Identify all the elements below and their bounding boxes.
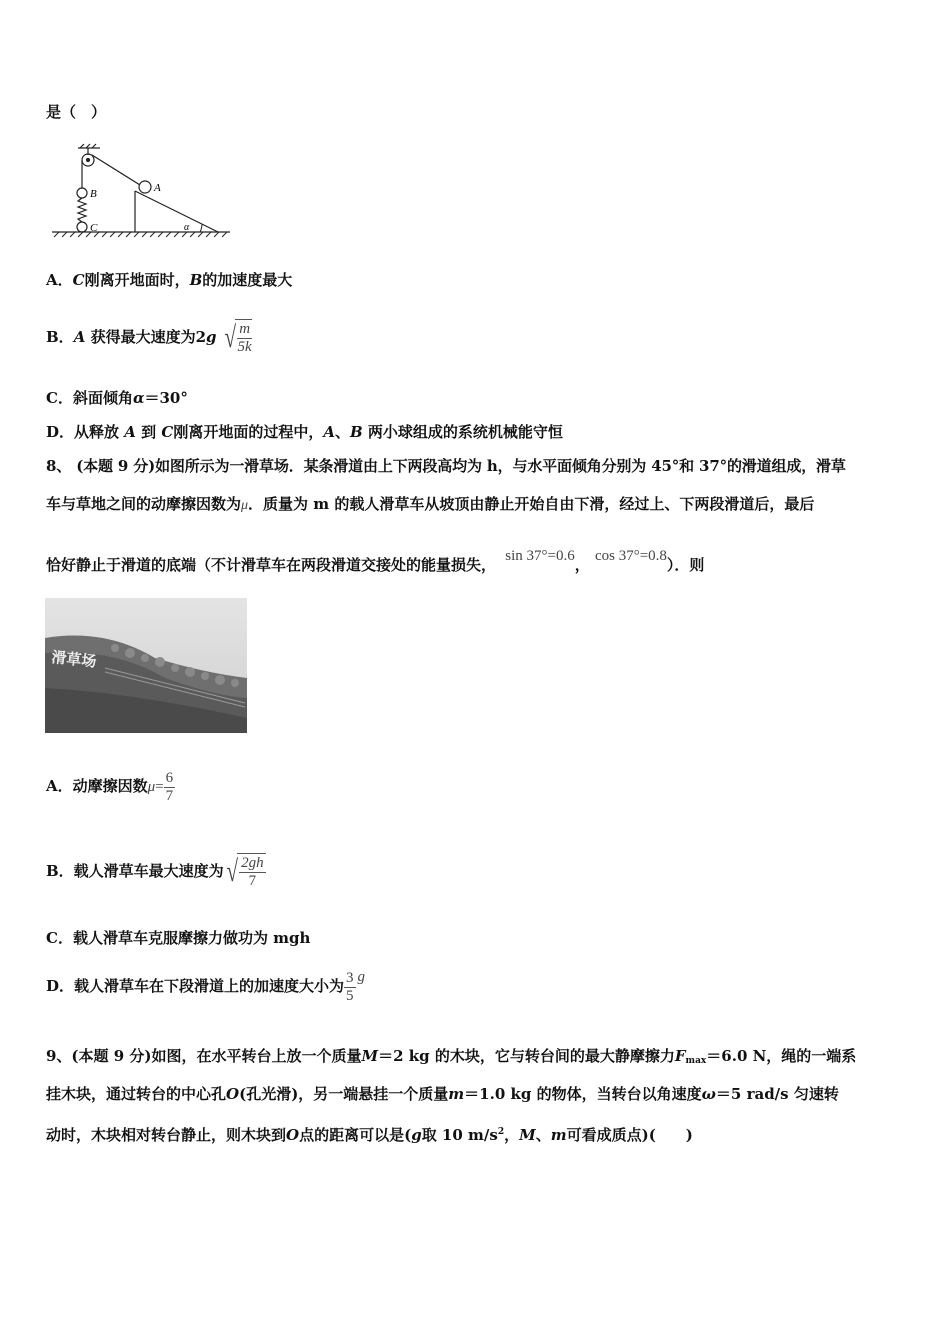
label-a: A	[154, 182, 161, 194]
q8-stem-line3: 恰好静止于滑道的底端（不计滑草车在两段滑道交接处的能量损失， sin 37°=0.6， cos 37°=0.8）．则	[46, 548, 705, 574]
sqrt-2gh-over-7: √ $\frac{2gh}{7}$	[226, 855, 264, 889]
grass-field-photo	[45, 598, 247, 733]
sqrt-m-over-5k: √ $\frac{m}{5k}$	[224, 321, 252, 355]
question-tail: 是（ ）	[46, 103, 107, 121]
q8-option-a: A．动摩擦因数μ= $\frac{6}{7}$	[46, 769, 174, 804]
pulley-incline-diagram	[50, 143, 235, 243]
q7-option-c: C．斜面倾角α＝30°	[46, 389, 188, 407]
cos37: cos 37°=0.8	[594, 548, 667, 564]
frac-6-7: $\frac{6}{7}$	[165, 769, 174, 804]
q9-stem-line3: 动时，木块相对转台静止，则木块到O点的距离可以是(g取 10 $m/s^2$，M、m可看成质点)( )	[46, 1126, 693, 1144]
q8-stem-line2: 车与草地之间的动摩擦因数为μ．质量为 m 的载人滑草车从坡顶由静止开始自由下滑，经过上、下两段滑道后，最后	[46, 495, 815, 513]
frac-3-5: $\frac{3}{5}$	[346, 969, 354, 1004]
mu-symbol: μ	[241, 498, 249, 513]
q9-stem-line1: 9、(本题 9 分)如图，在水平转台上放一个质量M＝2 kg 的木块，它与转台间的最大静摩擦力$F_{max}=6.0$ N，绳的一端系	[46, 1047, 857, 1066]
q8-option-c: C．载人滑草车克服摩擦力做功为 mgh	[46, 929, 311, 947]
q7-option-a: A．C刚离开地面时，B的加速度最大	[46, 271, 293, 289]
q8-option-b: B．载人滑草车最大速度为 √ $\frac{2gh}{7}$	[46, 855, 264, 889]
q9-stem-line2: 挂木块，通过转台的中心孔O(孔光滑)，另一端悬挂一个质量m＝1.0 kg 的物体，当转台以角速度ω＝5 rad/s 匀速转	[46, 1085, 839, 1103]
q8-stem-line1: 8、 (本题 9 分)如图所示为一滑草场．某条滑道由上下两段高均为 h，与水平面倾角分别为 45°和 37°的滑道组成，滑草	[46, 457, 846, 475]
photo-sign-text: 滑草场	[50, 648, 98, 671]
q7-option-d: D．从释放 A 到 C刚离开地面的过程中，A、B 两小球组成的系统机械能守恒	[46, 423, 563, 441]
q8-option-d: D．载人滑草车在下段滑道上的加速度大小为 $\frac{3}{5}$ g	[46, 969, 366, 1004]
label-alpha: α	[184, 222, 190, 233]
q7-option-b: B．A 获得最大速度为2g √ $\frac{m}{5k}$	[46, 321, 252, 355]
sin37: sin 37°=0.6	[505, 548, 575, 564]
label-b: B	[90, 188, 97, 200]
label-c: C	[90, 222, 98, 234]
